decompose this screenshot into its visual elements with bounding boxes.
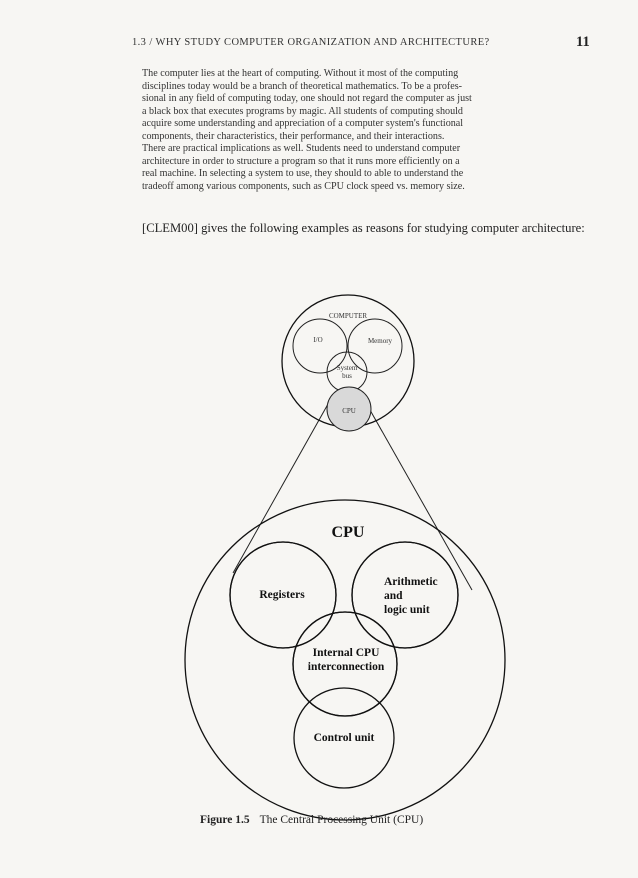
page-number: 11 bbox=[576, 34, 590, 50]
small-cpu-label: CPU bbox=[342, 407, 356, 415]
alu-label-3: logic unit bbox=[384, 604, 430, 616]
quote-line: a black box that executes programs by magic. All students of computing should bbox=[142, 105, 463, 117]
alu-label-1: Arithmetic bbox=[384, 576, 438, 588]
quote-line: tradeoff among various components, such as CPU clock speed vs. memory size. bbox=[142, 180, 465, 192]
intro-paragraph: [CLEM00] gives the following examples as reasons for studying computer architecture: bbox=[142, 221, 585, 235]
io-label: I/O bbox=[313, 336, 323, 344]
quote-line: sional in any field of computing today, one should not regard the computer as just bbox=[142, 93, 472, 104]
system-bus-label-2: bus bbox=[342, 372, 352, 380]
cpu-title-label: CPU bbox=[331, 524, 365, 541]
quote-line: acquire some understanding and appreciation of a computer system's functional bbox=[142, 118, 464, 129]
figure-caption bbox=[200, 814, 423, 826]
registers-label: Registers bbox=[259, 589, 305, 601]
quote-line: There are practical implications as well. Students need to understand computer bbox=[142, 143, 461, 154]
system-bus-label-1: System bbox=[336, 364, 358, 372]
computer-label: COMPUTER bbox=[328, 312, 368, 320]
quote-line: architecture in order to structure a program so that it runs more efficiently on a bbox=[142, 155, 460, 167]
memory-label: Memory bbox=[367, 337, 393, 345]
quote-line: disciplines today would be a branch of theoretical mathematics. To be a profes- bbox=[142, 80, 463, 92]
control-unit-label: Control unit bbox=[313, 732, 375, 744]
alu-outline bbox=[352, 542, 458, 648]
interconnect-label-1: Internal CPU bbox=[312, 647, 380, 659]
quote-line: real machine. In selecting a system to use, they should to able to understand the bbox=[142, 168, 464, 179]
running-head: 1.3 / WHY STUDY COMPUTER ORGANIZATION AND ARCHITECTURE? bbox=[132, 37, 490, 48]
zoom-line-right bbox=[370, 410, 472, 590]
cpu-outer-circle bbox=[185, 500, 505, 820]
quote-line: The computer lies at the heart of computing. Without it most of the computing bbox=[142, 68, 459, 79]
caption-text: The Central Processing Unit (CPU) bbox=[259, 814, 424, 826]
caption-label: Figure 1.5 bbox=[200, 814, 250, 826]
alu-label-2: and bbox=[384, 590, 403, 602]
interconnect-label-2: interconnection bbox=[307, 661, 385, 673]
quote-line: components, their characteristics, their performance, and their interactions. bbox=[142, 130, 445, 142]
zoom-line-left bbox=[233, 404, 328, 573]
